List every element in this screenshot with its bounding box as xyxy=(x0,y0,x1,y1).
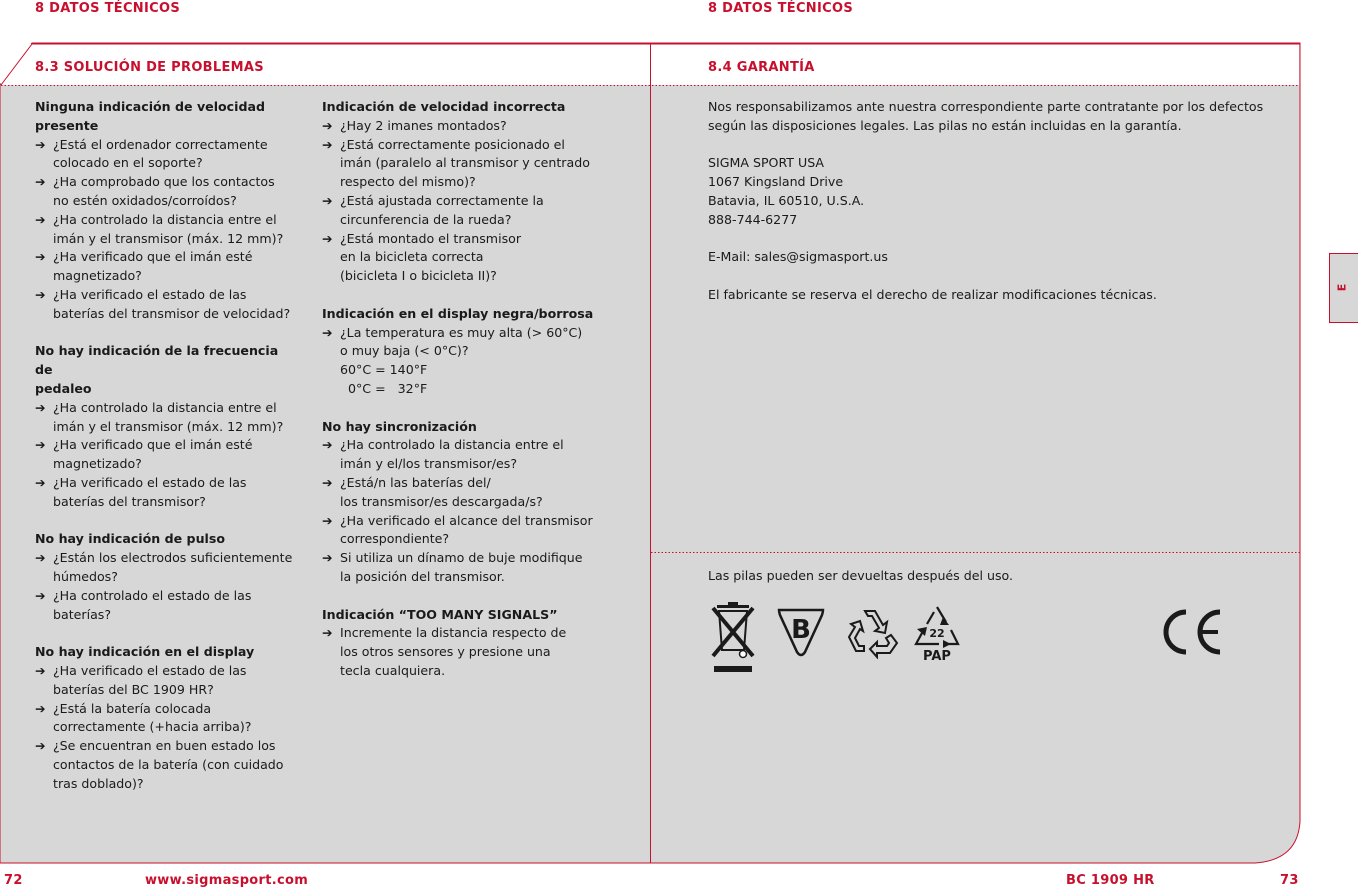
warranty-paragraph: Nos responsabilizamos ante nuestra correspondiente parte contratante por los defectos xyxy=(708,99,1264,114)
list-item: ➔ ¿Ha controlado la distancia entre el imán y el transmisor (máx. 12 mm)? xyxy=(35,211,284,246)
group-title: Indicación en el display negra/borrosa xyxy=(322,305,594,321)
svg-text:B: B xyxy=(791,615,811,645)
list-item: ➔ ¿Está ajustada correctamente la circunferencia de la rueda? xyxy=(322,192,544,227)
list-item: ➔ ¿Ha verificado el estado de las baterías del transmisor? xyxy=(35,474,247,509)
list-item: ➔ Si utiliza un dínamo de buje modifique la posición del transmisor. xyxy=(322,550,583,584)
ce-mark-icon xyxy=(1156,606,1224,658)
arrow-icon: ➔ xyxy=(322,136,333,152)
arrow-icon: ➔ xyxy=(35,399,46,415)
svg-text:PAP: PAP xyxy=(923,649,951,662)
page-number-left: 72 xyxy=(4,873,23,888)
company-street: 1067 Kingsland Drive xyxy=(708,174,844,190)
arrow-icon: ➔ xyxy=(322,230,333,246)
list-item: ➔ ¿Hay 2 imanes montados? xyxy=(322,117,622,136)
group-title: presente xyxy=(35,117,99,133)
list-item: ➔ ¿Ha comprobado que los contactos no estén oxidados/corroídos? xyxy=(35,174,275,208)
arrow-icon: ➔ xyxy=(35,738,46,754)
arrow-icon: ➔ xyxy=(322,324,333,340)
arrow-icon: ➔ xyxy=(35,587,46,603)
section-title-troubleshooting: 8.3 SOLUCIÓN DE PROBLEMAS xyxy=(35,60,264,75)
troubleshooting-column-1 xyxy=(35,98,300,793)
arrow-icon: ➔ xyxy=(322,550,333,566)
list-item: ➔ ¿Está la batería colocada correctamente (+hacia arriba)? xyxy=(35,700,252,735)
arrow-icon: ➔ xyxy=(35,174,46,190)
recycle-icon xyxy=(843,605,899,659)
list-item: ➔ ¿Ha controlado la distancia entre el imán y el/los transmisor/es? xyxy=(322,437,564,472)
language-tab[interactable] xyxy=(1329,253,1358,323)
troubleshooting-column-2 xyxy=(322,98,622,681)
list-item: ➔ ¿La temperatura es muy alta (> 60°C) o muy baja (< 0°C)? 60°C = 140°F 0°C = 32°F xyxy=(322,324,583,396)
language-tab-label: E xyxy=(1335,283,1349,292)
arrow-icon: ➔ xyxy=(35,286,46,302)
list-item: ➔ ¿Ha verificado el alcance del transmisor correspondiente? xyxy=(322,512,593,547)
list-item: ➔ ¿Está montado el transmisor en la bicicleta correcta (bicicleta I o bicicleta II)? xyxy=(322,230,522,284)
company-name: SIGMA SPORT USA xyxy=(708,155,825,171)
arrow-icon: ➔ xyxy=(35,136,46,152)
svg-text:22: 22 xyxy=(929,627,945,640)
model-name: BC 1909 HR xyxy=(1066,873,1155,888)
list-item: ➔ ¿Se encuentran en buen estado los contactos de la batería (con cuidado tras doblado)? xyxy=(35,738,284,791)
list-item: ➔ ¿Está/n las baterías del/ los transmisor/es descargada/s? xyxy=(322,474,543,509)
arrow-icon: ➔ xyxy=(35,211,46,227)
list-item: ➔ ¿Está el ordenador correctamente colocado en el soporte? xyxy=(35,136,268,171)
section-title-warranty: 8.4 GARANTÍA xyxy=(708,60,815,75)
arrow-icon: ➔ xyxy=(322,625,333,641)
group-title: No hay sincronización xyxy=(322,418,477,434)
list-item: ➔ ¿Ha verificado el estado de las baterías del transmisor de velocidad? xyxy=(35,286,291,321)
company-phone: 888-744-6277 xyxy=(708,211,798,227)
arrow-icon: ➔ xyxy=(322,192,333,208)
group-title: No hay indicación de la frecuencia de xyxy=(35,343,279,378)
list-item: ➔ ¿Ha verificado el estado de las baterías del BC 1909 HR? xyxy=(35,662,247,697)
group-title: No hay indicación en el display xyxy=(35,644,255,660)
group-title: No hay indicación de pulso xyxy=(35,531,225,547)
arrow-icon: ➔ xyxy=(35,662,46,678)
list-item: ➔ ¿Ha controlado el estado de las baterías? xyxy=(35,587,252,622)
arrow-icon: ➔ xyxy=(35,550,46,566)
pap-recycle-icon xyxy=(913,604,961,662)
arrow-icon: ➔ xyxy=(35,700,46,716)
list-item: ➔ ¿Ha verificado que el imán esté magnetizado? xyxy=(35,437,253,472)
list-item: ➔ Incremente la distancia respecto de los otros sensores y presione una tecla cualquiera. xyxy=(322,625,567,678)
battery-b-icon xyxy=(775,606,827,658)
warranty-paragraph: según las disposiciones legales. Las pilas no están incluidas en la garantía. xyxy=(708,117,1182,133)
email-link[interactable]: E-Mail: sales@sigmasport.us xyxy=(708,249,888,265)
arrow-icon: ➔ xyxy=(35,249,46,265)
header-right: 8 DATOS TÉCNICOS xyxy=(708,1,853,16)
arrow-icon: ➔ xyxy=(322,512,333,528)
arrow-icon: ➔ xyxy=(35,437,46,453)
batteries-note: Las pilas pueden ser devueltas después del uso. xyxy=(708,568,1014,583)
list-item: ➔ ¿Ha verificado que el imán esté magnetizado? xyxy=(35,249,253,284)
company-city: Batavia, IL 60510, U.S.A. xyxy=(708,192,865,208)
group-title: Ninguna indicación de velocidad xyxy=(35,99,265,114)
warranty-text xyxy=(708,98,1298,305)
arrow-icon: ➔ xyxy=(322,474,333,490)
list-item: ➔ ¿Ha controlado la distancia entre el imán y el transmisor (máx. 12 mm)? xyxy=(35,399,284,434)
header-left: 8 DATOS TÉCNICOS xyxy=(35,1,180,16)
website-link[interactable]: www.sigmasport.com xyxy=(145,873,309,888)
weee-bin-icon xyxy=(711,602,755,674)
group-title: Indicación de velocidad incorrecta xyxy=(322,99,566,114)
list-item: ➔ ¿Están los electrodos suficientemente húmedos? xyxy=(35,550,293,584)
arrow-icon: ➔ xyxy=(322,437,333,453)
group-title: pedaleo xyxy=(35,380,92,396)
arrow-icon: ➔ xyxy=(35,474,46,490)
page-number-right: 73 xyxy=(1280,873,1299,888)
list-item: ➔ ¿Está correctamente posicionado el imán (paralelo al transmisor y centrado respecto del mismo)? xyxy=(322,136,590,190)
manufacturer-note: El fabricante se reserva el derecho de realizar modificaciones técnicas. xyxy=(708,286,1157,302)
group-title: Indicación “TOO MANY SIGNALS” xyxy=(322,606,558,622)
arrow-icon: ➔ xyxy=(322,117,333,133)
